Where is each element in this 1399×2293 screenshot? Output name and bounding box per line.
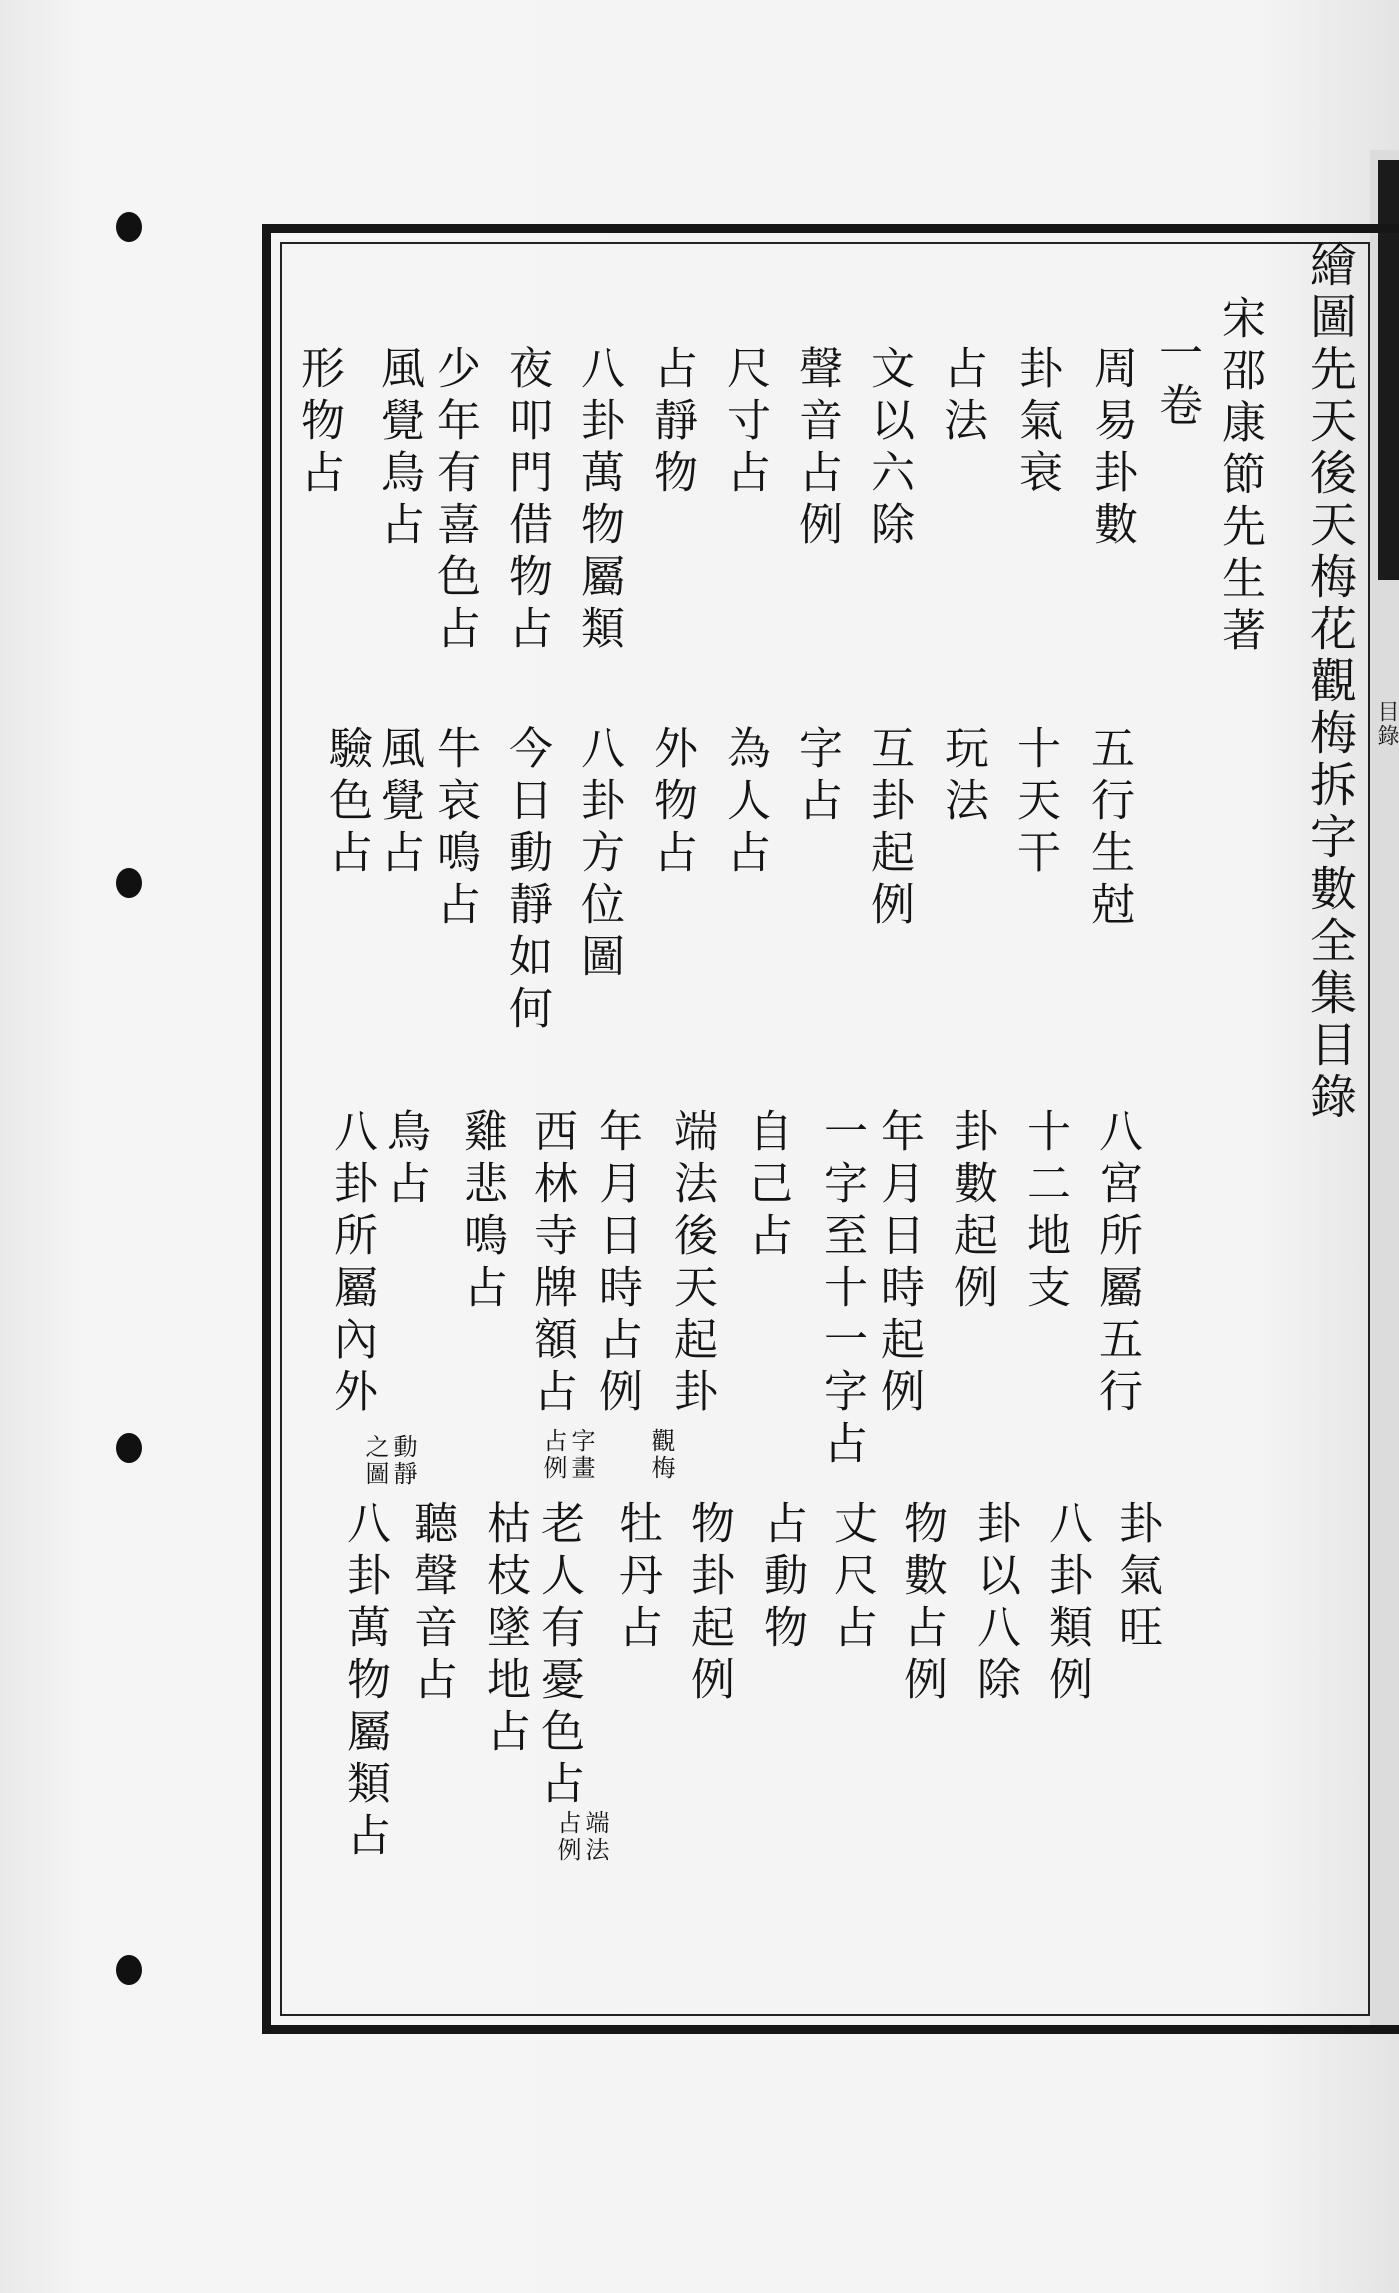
toc-entry: 尺寸占 [719,345,770,501]
toc-entry: 形物占 [293,345,344,501]
toc-entry: 卦氣衰 [1011,345,1062,501]
binding-hole [116,212,142,242]
binding-hole [116,1955,142,1985]
toc-entry: 八卦類例 [1041,1500,1092,1708]
toc-entry: 卦氣旺 [1111,1500,1162,1656]
annotation: 觀梅 [647,1428,675,1482]
toc-entry: 外物占 [646,725,697,881]
toc-entry: 少年有喜色占 [429,345,480,657]
edge-label: 目錄 [1374,700,1399,748]
toc-entry: 卦數起例 [946,1108,997,1316]
toc-entry: 八卦萬物屬類 [573,345,624,657]
toc-entry: 自己占 [741,1108,792,1264]
toc-entry: 夜叩門借物占 [501,345,552,657]
toc-entry: 八宮所屬五行 [1091,1108,1142,1420]
toc-entry: 占靜物 [646,345,697,501]
toc-entry: 雞悲鳴占 [456,1108,507,1316]
annotation: 端法 [581,1810,609,1864]
toc-entry: 風覺占 [373,725,424,881]
toc-entry: 八卦方位圖 [573,725,624,985]
toc-entry: 聽聲音占 [406,1500,457,1708]
toc-entry: 十天干 [1009,725,1060,881]
toc-entry: 端法後天起卦 [666,1108,717,1420]
binding-hole [116,868,142,898]
author-line: 宋邵康節先生著 [1214,295,1265,659]
annotation: 占例 [539,1428,567,1482]
toc-entry: 鳥占 [379,1108,430,1212]
toc-entry: 聲音占例 [791,345,842,553]
toc-entry: 占動物 [756,1500,807,1656]
toc-entry: 西林寺牌額占 [526,1108,577,1420]
toc-entry: 風覺鳥占 [373,345,424,553]
toc-entry: 字占 [791,725,842,829]
toc-entry: 物數占例 [896,1500,947,1708]
toc-entry: 年月日時起例 [873,1108,924,1420]
toc-entry: 牡丹占 [611,1500,662,1656]
toc-entry: 老人有憂色占 [533,1500,584,1812]
toc-entry: 牛哀鳴占 [429,725,480,933]
toc-entry: 玩法 [937,725,988,829]
toc-entry: 一字至十一字占 [816,1108,867,1472]
toc-entry: 枯枝墜地占 [479,1500,530,1760]
toc-entry: 互卦起例 [863,725,914,933]
toc-entry: 周易卦數 [1086,345,1137,553]
toc-entry: 驗色占 [321,725,372,881]
toc-entry: 十二地支 [1019,1108,1070,1316]
toc-entry: 八卦所屬內外 [326,1108,377,1420]
toc-entry: 今日動靜如何 [501,725,552,1037]
toc-entry: 八卦萬物屬類占 [339,1500,390,1864]
toc-entry: 為人占 [719,725,770,881]
volume-label: 一卷 [1151,330,1202,434]
toc-entry: 文以六除 [863,345,914,553]
page-title: 繪圖先天後天梅花觀梅拆字數全集目錄 [1302,240,1357,1124]
toc-entry: 卦以八除 [969,1500,1020,1708]
annotation: 之圖 [361,1434,389,1488]
toc-entry: 丈尺占 [826,1500,877,1656]
toc-entry: 物卦起例 [683,1500,734,1708]
toc-entry: 占法 [936,345,987,449]
toc-entry: 五行生尅 [1083,725,1134,933]
binding-hole [116,1433,142,1463]
annotation: 字畫 [567,1428,595,1482]
annotation: 動靜 [389,1434,417,1488]
annotation: 占例 [553,1810,581,1864]
toc-entry: 年月日時占例 [591,1108,642,1420]
